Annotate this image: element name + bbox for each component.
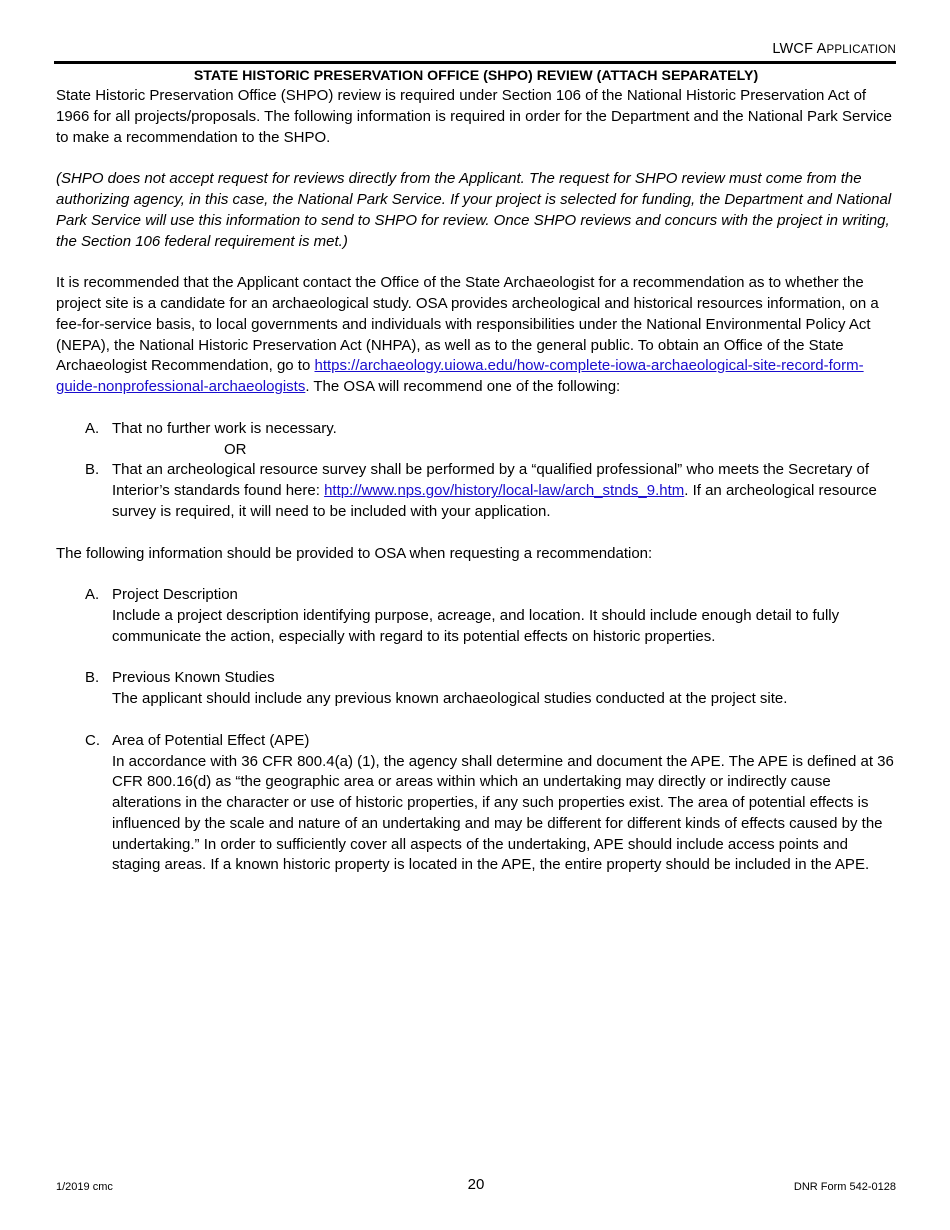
list-item [56, 668, 896, 710]
page-number: 20 [467, 1176, 485, 1193]
header-divider [54, 61, 896, 64]
osa-text-before-link: It is recommended that the Applicant contact the Office of the State Archaeologist for a recommendation as to whether the project site is a candidate for an archaeological study. OSA provides archeological and historical resources information, on a fee-for-service basis, to local governments and individuals with responsibilities under the National Environmental Policy Act (NEPA), the National Historic Preservation Act (NHPA), as well as to the general public. To obtain an Office of the State Archaeologist Recommendation, go to [56, 274, 879, 375]
intro-paragraph: State Historic Preservation Office (SHPO) review is required under Section 106 of the National Historic Preservation Act of 1966 for all projects/proposals. The following information is required in order for the Department and the National Park Service to make a recommendation to the SHPO. [56, 87, 892, 146]
item-heading: Area of Potential Effect (APE) [112, 731, 310, 749]
list-marker: B. [85, 461, 100, 479]
osa-paragraph [56, 273, 896, 398]
header-label-rest: PPLICATION [826, 44, 896, 56]
item-heading: Project Description [112, 586, 238, 604]
list-marker: A. [85, 419, 100, 437]
item-body: Include a project description identifying purpose, acreage, and location. It should include enough detail to fully communicate the action, especially with regard to its potential effects on historic properties. [112, 606, 840, 645]
list-item [56, 460, 896, 522]
header-label-prefix: LWCF A [772, 41, 827, 57]
list-marker: A. [85, 586, 100, 604]
or-separator: OR [224, 440, 247, 458]
item-body: The applicant should include any previous known archaeological studies conducted at the project site. [112, 690, 788, 708]
request-intro: The following information should be provided to OSA when requesting a recommendation: [56, 544, 653, 562]
document-page [56, 0, 896, 1230]
option-a-text: That no further work is necessary. [112, 419, 337, 437]
request-items-list [56, 585, 896, 876]
footer-form-number: DNR Form 542-0128 [793, 1181, 896, 1193]
header-label [772, 41, 896, 57]
italic-note: (SHPO does not accept request for reviews directly from the Applicant. The request for SHPO review must come from the authorizing agency, in this case, the National Park Service. If your project is selected for funding, the Department and National Park Service will use this information to send to SHPO for review. Once SHPO reviews and concurs with the project in writing, the Section 106 federal requirement is met.) [56, 170, 892, 250]
list-item [56, 585, 896, 647]
osa-guide-link[interactable]: https://archaeology.uiowa.edu/how-complete-iowa-archaeological-site-record-form-guide-nonprofessional-archaeologists [56, 357, 864, 396]
option-b-text-before-link: That an archeological resource survey shall be performed by a “qualified professional” who meets the Secretary of Interior’s standards found here: [112, 461, 870, 500]
osa-text-after-link: . The OSA will recommend one of the following: [305, 378, 621, 396]
osa-options-list [56, 419, 896, 523]
option-b-text-after-link: . If an archeological resource survey is required, it will need to be included with your application. [112, 482, 877, 520]
list-marker: C. [85, 731, 100, 749]
item-heading: Previous Known Studies [112, 669, 275, 687]
list-item [56, 731, 896, 877]
item-body: In accordance with 36 CFR 800.4(a) (1), the agency shall determine and document the APE. The APE is defined at 36 CFR 800.16(d) as “the geographic area or areas within which an undertaking may directly or indirectly cause alterations in the character or use of historic properties, if any such properties exist. The area of potential effects is influenced by the scale and nature of an undertaking and may be different for different kinds of effects caused by the undertaking.” In order to sufficiently cover all aspects of the undertaking, APE should include access points and staging areas. If a known historic property is located in the APE, the entire property should be included in the APE. [112, 752, 894, 874]
footer-revision-date: 1/2019 cmc [56, 1181, 113, 1193]
list-item [56, 419, 896, 440]
list-marker: B. [85, 669, 100, 687]
section-title: STATE HISTORIC PRESERVATION OFFICE (SHPO) REVIEW (ATTACH SEPARATELY) [193, 68, 759, 84]
nps-standards-link[interactable]: http://www.nps.gov/history/local-law/arch_stnds_9.htm [324, 482, 685, 500]
document-body [56, 66, 896, 876]
